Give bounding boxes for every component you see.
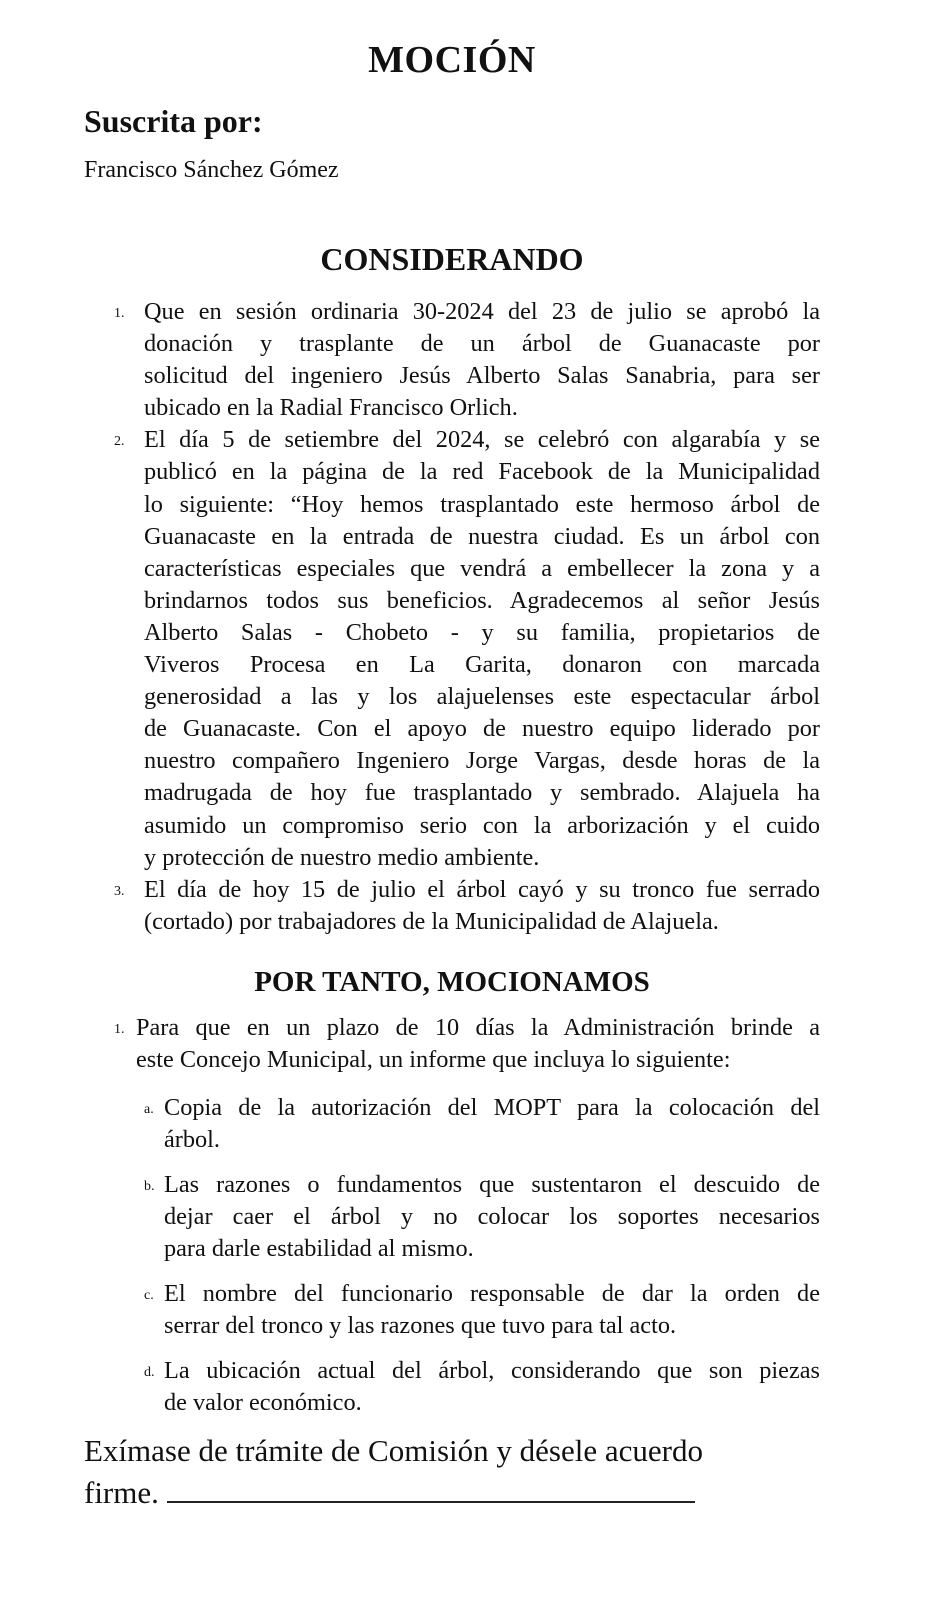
closing-statement [84,1430,824,1514]
text-line: de valor económico. [164,1389,362,1417]
subitem [144,1355,820,1419]
subitem-a [144,1092,820,1156]
text-line: (cortado) por trabajadores de la Municipalidad de Alajuela. [144,907,719,935]
por-tanto-heading: POR TANTO, MOCIONAMOS [254,966,650,998]
list-marker: b. [144,1179,155,1194]
text-line: Alberto Salas - Chobeto - y su familia, propietarios de [144,618,820,646]
text-line: El día de hoy 15 de julio el árbol cayó y su tronco fue serrado [144,875,820,903]
list-marker: 3. [114,883,125,899]
list-marker: d. [144,1365,155,1380]
text-line: Que en sesión ordinaria 30-2024 del 23 de julio se aprobó la [144,298,820,325]
text-line: lo siguiente: “Hoy hemos trasplantado este hermoso árbol de [144,490,820,518]
text-line: Copia de la autorización del MOPT para la colocación del [164,1094,820,1121]
mocionamos-list [114,1012,820,1076]
text-line: dejar caer el árbol y no colocar los soportes necesarios [164,1203,820,1231]
subitem [144,1092,820,1156]
list-marker: 2. [114,434,125,450]
subitem-c [144,1278,820,1342]
text-line: árbol. [164,1126,220,1154]
text-line: Las razones o fundamentos que sustentaron el descuido de [164,1171,820,1198]
considerando-item [114,874,820,938]
list-marker: c. [144,1288,154,1303]
list-marker: 1. [114,1022,125,1037]
list-marker: 1. [114,306,125,321]
text-line: Viveros Procesa en La Garita, donaron con marcada [144,651,820,679]
text-line: características especiales que vendrá a embellecer la zona y a [144,554,820,582]
text-line: Guanacaste en la entrada de nuestra ciudad. Es un árbol con [144,522,820,550]
text-line: este Concejo Municipal, un informe que incluya lo siguiente: [136,1046,731,1074]
subitem [144,1278,820,1342]
mocionamos-item [114,1012,820,1076]
text-line: de Guanacaste. Con el apoyo de nuestro equipo liderado por [144,715,820,743]
text-line: generosidad a las y los alajuelenses este espectacular árbol [144,683,820,711]
text-line: solicitud del ingeniero Jesús Alberto Salas Sanabria, para ser [144,362,820,390]
text-line: para darle estabilidad al mismo. [164,1235,474,1263]
text-line: madrugada de hoy fue trasplantado y sembrado. Alajuela ha [144,779,820,807]
text-line: publicó en la página de la red Facebook de la Municipalidad [144,458,820,486]
text-line: y protección de nuestro medio ambiente. [144,843,540,871]
considerando-heading: CONSIDERANDO [320,241,584,277]
author-name: Francisco Sánchez Gómez [84,157,339,183]
closing-line-2: firme. [84,1475,159,1510]
subitem-d [144,1355,820,1419]
considerando-list [114,296,820,938]
closing-line-2-wrapper [84,1472,824,1514]
text-line: ubicado en la Radial Francisco Orlich. [144,394,518,422]
closing-line-1: Exímase de trámite de Comisión y désele acuerdo [84,1433,703,1468]
document-title: MOCIÓN [368,39,536,81]
text-line: El nombre del funcionario responsable de dar la orden de [164,1280,820,1307]
signature-line [167,1475,695,1503]
text-line: nuestro compañero Ingeniero Jorge Vargas, desde horas de la [144,747,820,775]
text-line: asumido un compromiso serio con la arborización y el cuido [144,811,820,839]
subitem-b [144,1169,820,1265]
subitem [144,1169,820,1265]
list-marker: a. [144,1102,154,1117]
text-line: donación y trasplante de un árbol de Guanacaste por [144,330,820,358]
subscribed-by-label: Suscrita por: [84,103,263,139]
text-line: brindarnos todos sus beneficios. Agradecemos al señor Jesús [144,586,820,614]
considerando-item [114,296,820,424]
considerando-item [114,424,820,873]
text-line: serrar del tronco y las razones que tuvo para tal acto. [164,1312,677,1340]
text-line: Para que en un plazo de 10 días la Administración brinde a [136,1014,820,1041]
text-line: El día 5 de setiembre del 2024, se celebró con algarabía y se [144,426,820,454]
text-line: La ubicación actual del árbol, considerando que son piezas [164,1357,820,1384]
